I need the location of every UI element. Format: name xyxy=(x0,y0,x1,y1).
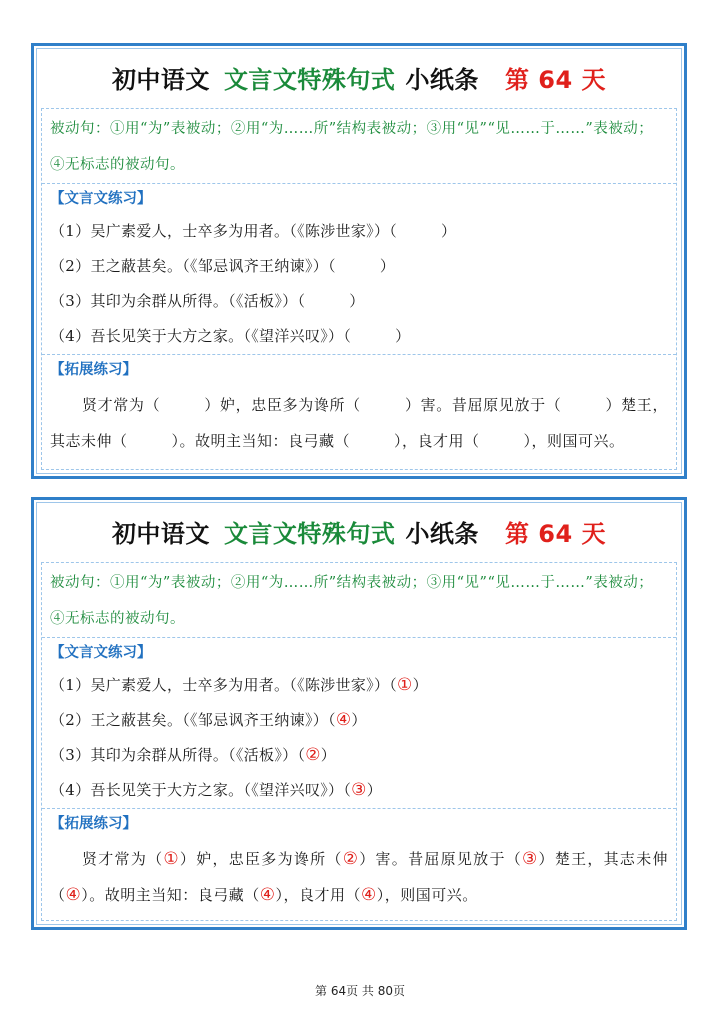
item-text: （2）王之蔽甚矣。（《邹忌讽齐王纳谏》）（ xyxy=(50,257,336,275)
ext-segment: ）害。昔屈原见放于（ xyxy=(404,396,562,414)
item-text: （2）王之蔽甚矣。（《邹忌讽齐王纳谏》）（ xyxy=(50,711,336,729)
ext-segment: ）妒，忠臣多为谗所（ xyxy=(204,396,361,414)
card-body xyxy=(41,108,677,470)
ext-segment: ），良才用（ xyxy=(275,886,362,904)
answer-value: ④ xyxy=(259,885,276,905)
ext-segment: ）。故明主当知：良弓藏（ xyxy=(81,886,260,904)
answer-value: ① xyxy=(397,675,413,695)
ext-segment: ），良才用（ xyxy=(394,432,480,450)
item-text: （1）吴广素爱人，士卒多为用者。（《陈涉世家》）（ xyxy=(50,222,398,240)
card-title xyxy=(34,500,684,562)
ext-segment: ）楚王，其志未伸（ xyxy=(50,396,668,450)
practice-item xyxy=(42,703,676,738)
title-topic: 文言文特殊句式 xyxy=(223,519,396,548)
practice-item xyxy=(42,773,676,808)
ext-segment: ），则国可兴。 xyxy=(523,432,625,450)
item-close: ） xyxy=(379,257,396,275)
extension-text xyxy=(42,385,676,459)
item-text: （3）其印为余群从所得。（《活板》）（ xyxy=(50,292,306,310)
ext-segment: 贤才常为（ xyxy=(82,396,161,414)
page-footer: 第 64页 共 80页 xyxy=(315,984,405,998)
item-text: （4）吾长见笑于大方之家。（《望洋兴叹》）（ xyxy=(50,327,352,345)
answer-value: ④ xyxy=(361,885,377,905)
title-day: 第 64 天 xyxy=(504,65,607,94)
extension-section xyxy=(42,809,676,913)
item-close: ） xyxy=(441,222,457,240)
practice-item xyxy=(42,668,676,703)
item-close: ） xyxy=(395,327,411,345)
card-title xyxy=(34,46,684,108)
title-day: 第 64 天 xyxy=(504,519,607,548)
answer-value: ③ xyxy=(351,780,367,800)
item-close: ） xyxy=(349,292,365,310)
practice-item xyxy=(42,284,676,319)
extension-section xyxy=(42,355,676,459)
title-topic: 文言文特殊句式 xyxy=(223,65,396,94)
item-close: ） xyxy=(351,711,367,729)
answer-value: ① xyxy=(163,849,180,869)
practice-item xyxy=(42,214,676,249)
worksheet-card xyxy=(31,43,687,479)
practice-heading: 【文言文练习】 xyxy=(50,645,152,661)
title-note: 小纸条 xyxy=(405,519,479,548)
answer-value: ④ xyxy=(65,885,82,905)
extension-heading: 【拓展练习】 xyxy=(50,362,137,378)
ext-segment: 贤才常为（ xyxy=(82,850,164,868)
rule-text: 被动句：①用“为”表被动；②用“为……所”结构表被动；③用“见”“见……于……”表被动；④无标志的被动句。 xyxy=(50,575,654,627)
title-subject: 初中语文 xyxy=(111,519,210,548)
item-text: （3）其印为余群从所得。（《活板》）（ xyxy=(50,746,306,764)
ext-segment: ）。故明主当知：良弓藏（ xyxy=(171,432,351,450)
item-text: （4）吾长见笑于大方之家。（《望洋兴叹》）（ xyxy=(50,781,352,799)
practice-item xyxy=(42,319,676,354)
answer-card xyxy=(31,497,687,930)
ext-segment: ）害。昔屈原见放于（ xyxy=(359,850,523,868)
answer-value: ② xyxy=(305,745,321,765)
item-close: ） xyxy=(412,676,428,694)
practice-item xyxy=(42,249,676,284)
ext-segment: ）楚王，其志未伸（ xyxy=(50,850,668,904)
practice-section xyxy=(42,638,676,809)
item-close: ） xyxy=(366,781,383,799)
rule-text: 被动句：①用“为”表被动；②用“为……所”结构表被动；③用“见”“见……于……”表被动；④无标志的被动句。 xyxy=(50,121,654,173)
practice-section xyxy=(42,184,676,355)
item-close: ） xyxy=(320,746,337,764)
ext-segment: ）妒，忠臣多为谗所（ xyxy=(179,850,343,868)
card-body xyxy=(41,562,677,921)
extension-text xyxy=(42,839,676,913)
title-note: 小纸条 xyxy=(405,65,479,94)
practice-item xyxy=(42,738,676,773)
title-subject: 初中语文 xyxy=(111,65,210,94)
rule-section xyxy=(42,109,676,184)
item-text: （1）吴广素爱人，士卒多为用者。（《陈涉世家》）（ xyxy=(50,676,398,694)
practice-heading: 【文言文练习】 xyxy=(50,191,152,207)
rule-section xyxy=(42,563,676,638)
answer-value: ② xyxy=(342,849,360,869)
extension-heading: 【拓展练习】 xyxy=(50,816,137,832)
answer-value: ③ xyxy=(522,849,539,869)
answer-value: ④ xyxy=(335,710,352,730)
ext-segment: ），则国可兴。 xyxy=(376,886,478,904)
